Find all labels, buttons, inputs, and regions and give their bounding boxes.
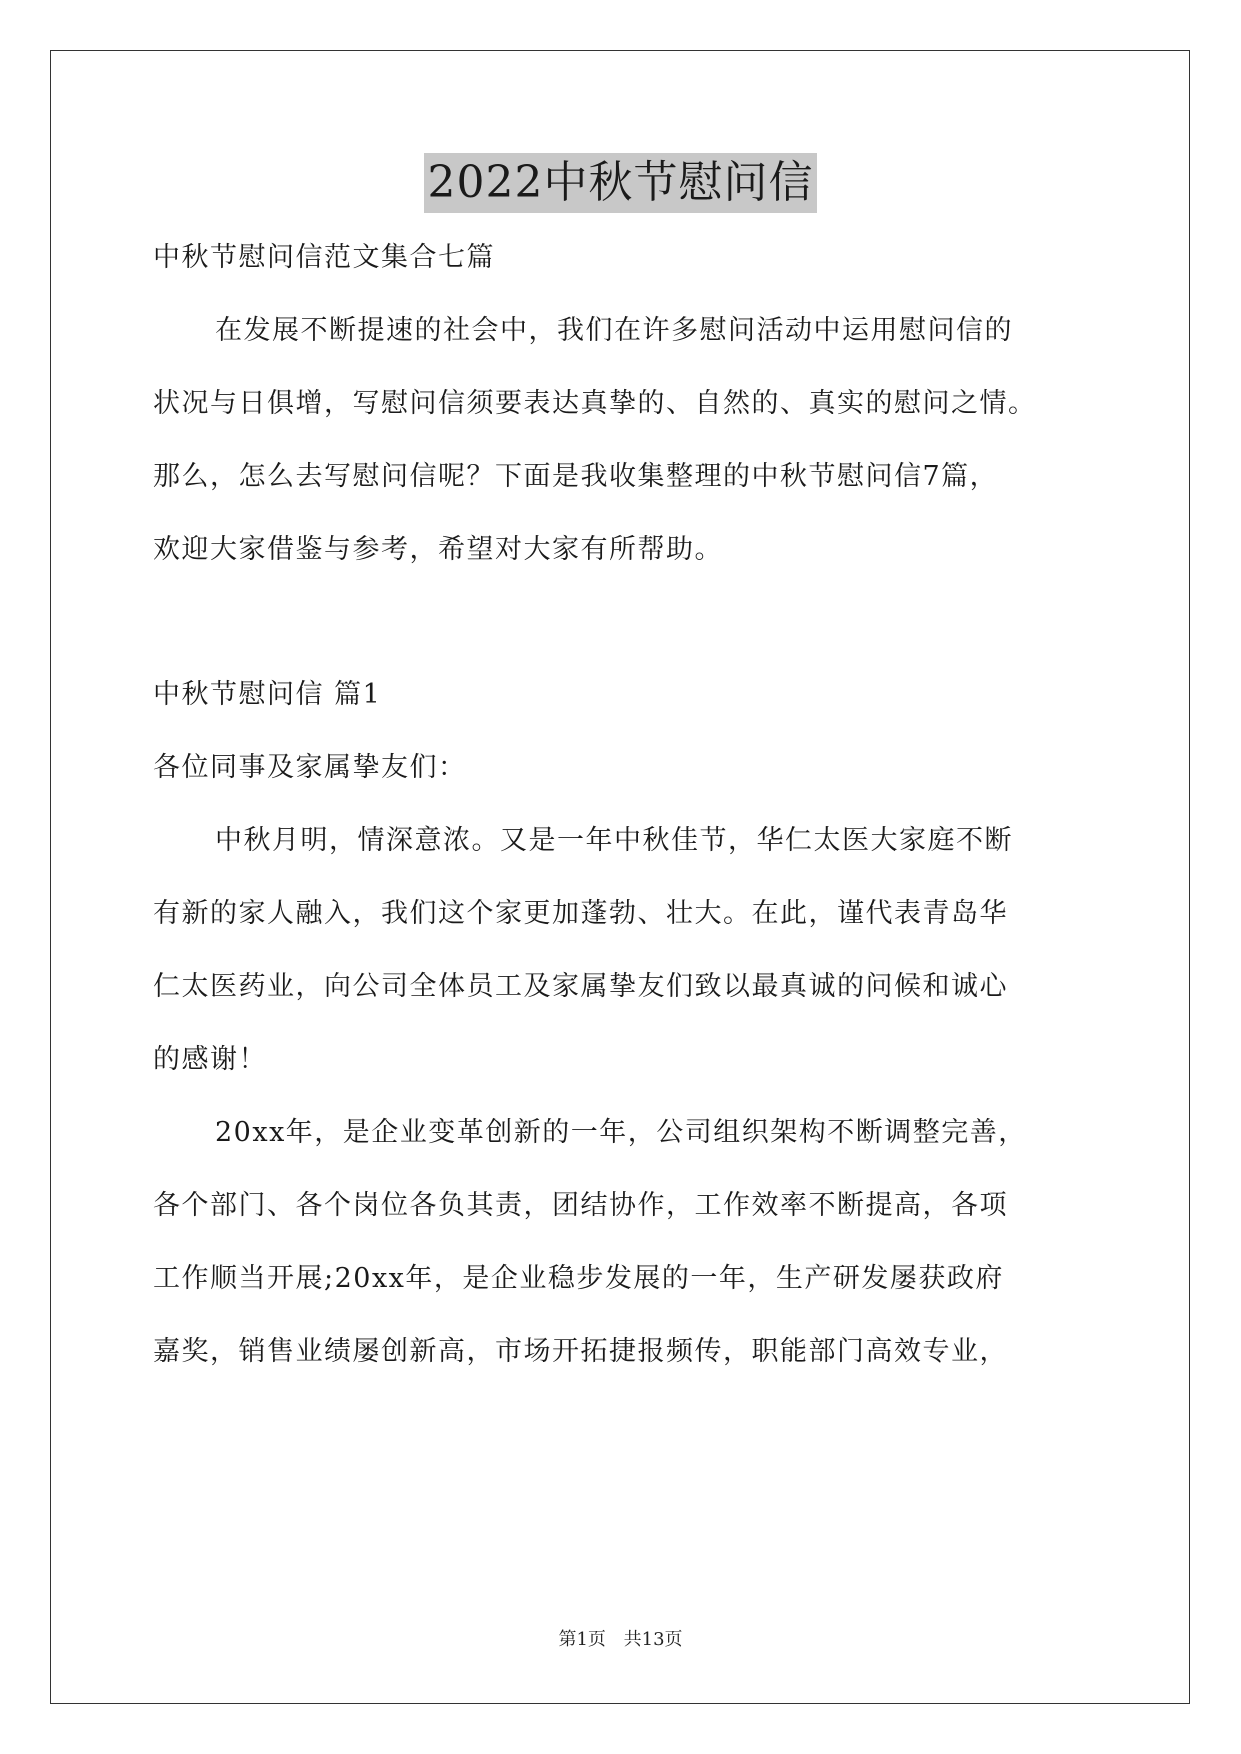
intro-line-3: 那么，怎么去写慰问信呢？下面是我收集整理的中秋节慰问信7篇， — [153, 461, 999, 492]
section-heading: 中秋节慰问信 篇1 — [153, 679, 382, 710]
salutation: 各位同事及家属挚友们： — [153, 752, 467, 783]
paragraph1-line-3: 仁太医药业，向公司全体员工及家属挚友们致以最真诚的问候和诚心 — [153, 971, 1008, 1002]
intro-line-4: 欢迎大家借鉴与参考，希望对大家有所帮助。 — [153, 534, 723, 565]
page-number: 第1页 — [558, 1629, 606, 1650]
paragraph1-line-1: 中秋月明，情深意浓。又是一年中秋佳节，华仁太医大家庭不断 — [215, 825, 1013, 856]
document-title: 2022中秋节慰问信 — [424, 153, 818, 213]
page-border — [50, 50, 1190, 1704]
paragraph2-line-2: 各个部门、各个岗位各负其责，团结协作，工作效率不断提高，各项 — [153, 1190, 1008, 1221]
page-footer — [0, 1628, 1241, 1652]
page-total: 共13页 — [623, 1629, 683, 1650]
intro-line-1: 在发展不断提速的社会中，我们在许多慰问活动中运用慰问信的 — [215, 315, 1013, 346]
document-subtitle: 中秋节慰问信范文集合七篇 — [153, 242, 495, 273]
title-wrap — [0, 153, 1241, 213]
intro-line-2: 状况与日俱增，写慰问信须要表达真挚的、自然的、真实的慰问之情。 — [153, 388, 1037, 419]
paragraph2-line-3: 工作顺当开展;20xx年，是企业稳步发展的一年，生产研发屡获政府 — [153, 1263, 1004, 1294]
paragraph1-line-4: 的感谢！ — [153, 1044, 267, 1075]
paragraph2-line-1: 20xx年，是企业变革创新的一年，公司组织架构不断调整完善， — [215, 1117, 1027, 1148]
paragraph2-line-4: 嘉奖，销售业绩屡创新高，市场开拓捷报频传，职能部门高效专业， — [153, 1336, 1008, 1367]
paragraph1-line-2: 有新的家人融入，我们这个家更加蓬勃、壮大。在此，谨代表青岛华 — [153, 898, 1008, 929]
